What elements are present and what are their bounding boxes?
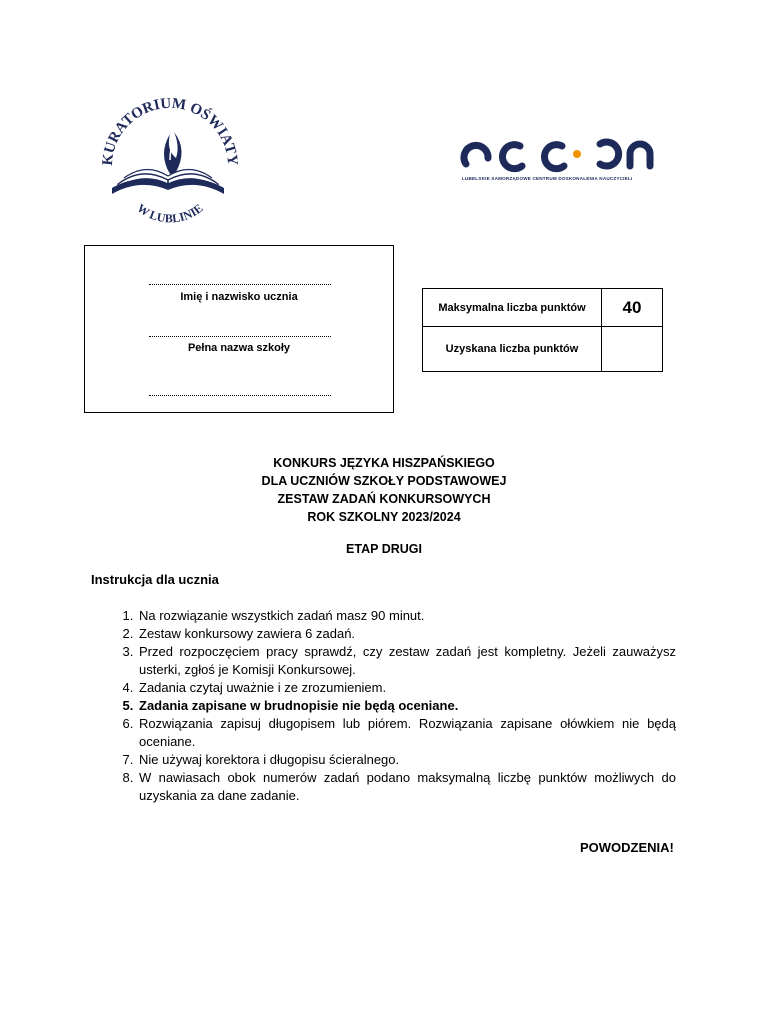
list-item: 1. Na rozwiązanie wszystkich zadań masz 90 minut.: [137, 607, 676, 625]
table-row: [423, 289, 663, 327]
max-points-value: 40: [602, 289, 663, 327]
title-line-4: ROK SZKOLNY 2023/2024: [307, 510, 461, 524]
max-points-label: Maksymalna liczba punktów: [423, 289, 602, 327]
name-dotted-line[interactable]: [149, 284, 331, 285]
kuratorium-top-text: KURATORIUM OŚWIATY: [99, 95, 241, 167]
list-item: 5. Zadania zapisane w brudnopisie nie będą oceniane.: [137, 697, 676, 715]
instructions-list: [113, 607, 676, 805]
student-info-box: [84, 245, 394, 413]
name-label: Imię i nazwisko ucznia: [180, 291, 298, 303]
list-item: 8. W nawiasach obok numerów zadań podano maksymalną liczbę punktów możliwych do uzyskania za dane zadanie.: [137, 769, 676, 805]
obtained-points-value[interactable]: [602, 327, 663, 372]
list-item: 4. Zadania czytaj uważnie i ze zrozumieniem.: [137, 679, 676, 697]
instructions-heading: Instrukcja dla ucznia: [91, 572, 219, 587]
title-line-3: ZESTAW ZADAŃ KONKURSOWYCH: [277, 492, 491, 506]
list-item: 3. Przed rozpoczęciem pracy sprawdź, czy zestaw zadań jest kompletny. Jeżeli zauważysz usterki, zgłoś je Komisji Konkursowej.: [137, 643, 676, 679]
title-line-2: DLA UCZNIÓW SZKOŁY PODSTAWOWEJ: [261, 474, 507, 488]
school-label: Pełna nazwa szkoły: [187, 342, 291, 354]
list-item: 7. Nie używaj korektora i długopisu ścieralnego.: [137, 751, 676, 769]
svg-text:W LUBLINIE: [134, 201, 205, 226]
school-dotted-line-2[interactable]: [149, 395, 331, 396]
obtained-points-label: Uzyskana liczba punktów: [423, 327, 602, 372]
closing-text: POWODZENIA!: [580, 840, 674, 855]
kuratorium-bottom-text: W LUBLINIE: [134, 200, 206, 226]
table-row: [423, 327, 663, 372]
contest-title: [0, 454, 768, 526]
school-dotted-line[interactable]: [149, 336, 331, 337]
stage-title: ETAP DRUGI: [346, 542, 422, 556]
list-item: 2. Zestaw konkursowy zawiera 6 zadań.: [137, 625, 676, 643]
list-item: 6. Rozwiązania zapisuj długopisem lub piórem. Rozwiązania zapisane ołówkiem nie będą oceniane.: [137, 715, 676, 751]
kuratorium-logo: [90, 88, 248, 230]
points-table: [422, 288, 663, 372]
lscdn-caption: LUBELSKIE SAMORZĄDOWE CENTRUM DOSKONALENIA NAUCZYCIELI: [462, 176, 633, 181]
title-line-1: KONKURS JĘZYKA HISZPAŃSKIEGO: [273, 456, 495, 470]
